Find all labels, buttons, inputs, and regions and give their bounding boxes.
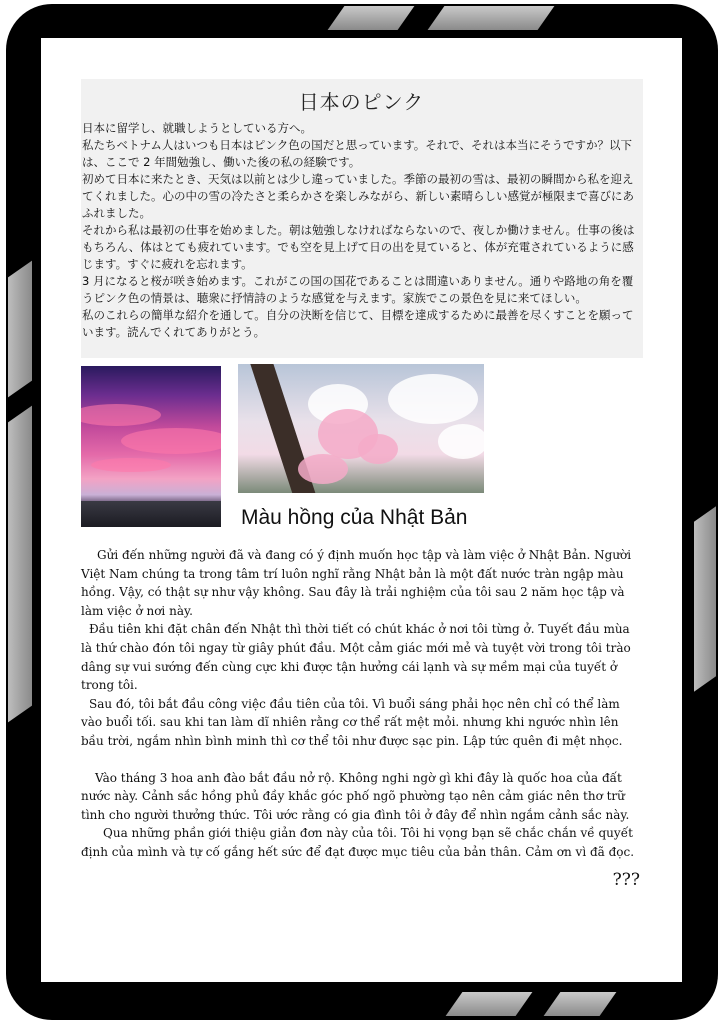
japanese-paragraph: 私のこれらの簡単な紹介を通して。自分の決断を信じて、目標を達成するために最善を尽くすことを願っています。読んでくれてありがとう。 [82, 308, 634, 339]
japanese-paragraph: 私たちベトナム人はいつも日本はピンク色の国だと思っています。それで、それは本当にそうですか？以下は、ここで 2 年間勉強し、働いた後の私の経験です。 [82, 138, 633, 169]
cherry-blossom-photo [238, 364, 484, 493]
vietnamese-title: Màu hồng của Nhật Bản [241, 506, 468, 529]
vietnamese-paragraph: Qua những phần giới thiệu giản đơn này của tôi. Tôi hi vọng bạn sẽ chắc chắn về quyết định của mình và tự cố gắng hết sức để đạt được mục tiêu của bản thân. Cảm ơn vì đã đọc. [81, 826, 635, 859]
vietnamese-paragraph: Gửi đến những người đã và đang có ý định muốn học tập và làm việc ở Nhật Bản. Người Việt Nam chúng ta trong tâm trí luôn nghĩ rằng Nhật bản là một đất nước tràn ngập màu hồng. Vậy, có thật sự như vậy không. Sau đây là trải nghiệm của tôi sau 2 năm học tập và làm việc ở nơi này. [81, 548, 632, 618]
vietnamese-paragraph: Vào tháng 3 hoa anh đào bắt đầu nở rộ. Không nghi ngờ gì khi đây là quốc hoa của đất nước này. Cảnh sắc hồng phủ đầy khắc góc phố ngõ phường tạo nên cảm giác nên thơ trữ tình cho người thưởng thức. Tôi ước rằng có gia đình tôi ở đây để nhìn ngắm cảnh sắc này. [81, 770, 630, 822]
japanese-body [82, 120, 642, 341]
signature: ??? [612, 870, 640, 890]
japanese-paragraph: 初めて日本に来たとき、天気は以前とは少し違っていました。季節の最初の雪は、最初の瞬間から私を迎えてくれました。心の中の雪の冷たさと柔らかさを楽しみながら、新しい素晴らしい感覚が極限まで喜びにあふれました。 [82, 172, 634, 220]
japanese-title: 日本のピンク [298, 90, 425, 114]
japanese-paragraph: それから私は最初の仕事を始めました。朝は勉強しなければならないので、夜しか働けません。仕事の後はもちろん、体はとても疲れています。でも空を見上げて日の出を見ていると、体が充電されているように感じます。すぐに疲れを忘れます。 [82, 223, 635, 271]
sunset-sky-photo [81, 366, 221, 527]
document-page [41, 38, 682, 982]
vietnamese-paragraph: Sau đó, tôi bắt đầu công việc đầu tiên của tôi. Vì buổi sáng phải học nên chỉ có thể làm vào buổi tối. sau khi tan làm dĩ nhiên rằng cơ thể rất mệt mỏi. nhưng khi ngước nhìn lên bầu trời, ngắm nhìn bình minh thì cơ thể tôi như được sạc pin. Lập tức quên đi mệt nhọc. [81, 696, 623, 748]
japanese-paragraph: 3 月になると桜が咲き始めます。これがこの国の国花であることは間違いありません。通りや路地の角を覆うピンク色の情景は、聴衆に抒情詩のような感覚を与えます。家族でこの景色を見に来てほしい。 [82, 274, 634, 305]
vietnamese-body [81, 546, 641, 862]
japanese-paragraph: 日本に留学し、就職しようとしている方へ。 [82, 121, 312, 135]
vietnamese-paragraph: Đầu tiên khi đặt chân đến Nhật thì thời tiết có chút khác ở nơi tôi từng ở. Tuyết đầu mùa là thứ chào đón tôi ngay từ giây phút đầu. Một cảm giác mới mẻ và tuyệt vời trong tôi trào dâng sự vui sướng đến cùng cực khi được tận hưởng cái lạnh và sự mềm mại của tuyết ở trong tôi. [81, 622, 631, 693]
